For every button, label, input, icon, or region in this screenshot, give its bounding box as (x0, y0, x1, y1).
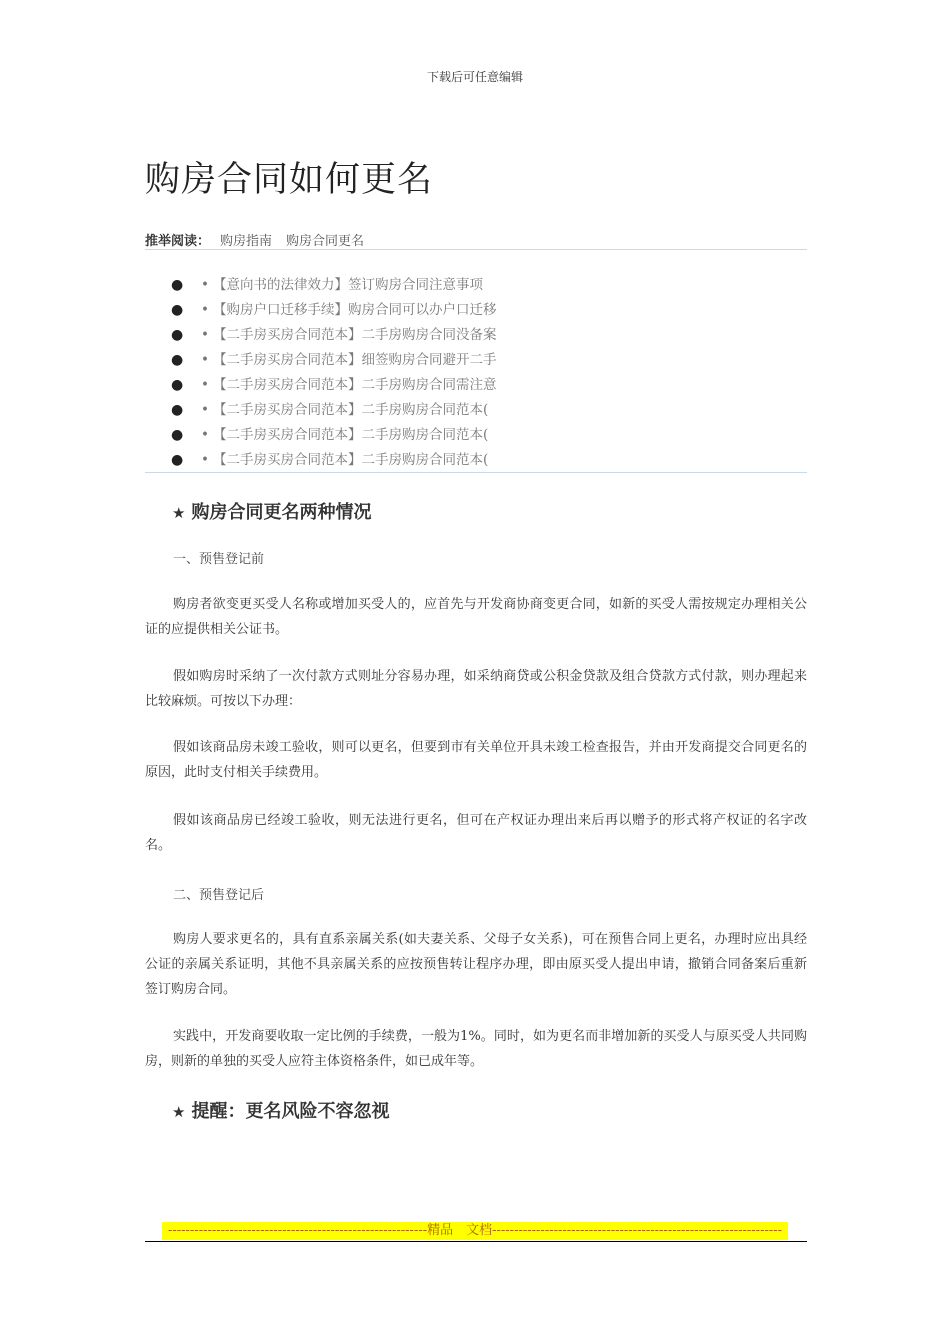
star-icon: ★ (172, 504, 186, 522)
section-heading-reminder (172, 1097, 389, 1123)
list-item[interactable] (145, 400, 807, 425)
related-link[interactable]: 【二手房买房合同范本】二手房购房合同需注意 (212, 377, 497, 393)
bullet-icon: ● (171, 352, 184, 368)
recommended-reading (145, 230, 807, 250)
header-note: 下载后可任意编辑 (426, 70, 523, 84)
paragraph: 假如该商品房已经竣工验收，则无法进行更名，但可在产权证办理出来后再以赠予的形式将产权证的名字改名。 (145, 813, 807, 853)
related-link[interactable]: 【二手房买房合同范本】二手房购房合同范本( (212, 402, 489, 418)
section-heading-text: 提醒：更名风险不容忽视 (191, 1101, 390, 1122)
page-title: 购房合同如何更名 (145, 160, 434, 200)
bullet-icon: ● (171, 302, 184, 318)
bullet-icon: • (201, 377, 209, 393)
footer-banner: -----------------------------------------------------------精品 文档------------------------------------------------------------------ (162, 1222, 788, 1240)
related-link[interactable]: 【二手房买房合同范本】细签购房合同避开二手 (212, 352, 497, 368)
related-link[interactable]: 【二手房买房合同范本】二手房购房合同没备案 (212, 327, 497, 343)
list-item[interactable] (145, 275, 807, 300)
related-links-list (145, 275, 807, 473)
related-link[interactable]: 【二手房买房合同范本】二手房购房合同范本( (212, 452, 489, 468)
bullet-icon: ● (171, 427, 184, 443)
paragraph: 购房人要求更名的，具有直系亲属关系(如夫妻关系、父母子女关系)，可在预售合同上更名，办理时应出具经公证的亲属关系证明，其他不具亲属关系的应按预售转让程序办理，即由原买受人提出申请，撤销合同备案后重新签订购房合同。 (145, 932, 807, 997)
bullet-icon: ● (171, 377, 184, 393)
subheading-before-registration: 一、预售登记前 (173, 552, 265, 567)
bullet-icon: • (201, 352, 209, 368)
footer-divider (145, 1241, 807, 1242)
related-link[interactable]: 【意向书的法律效力】签订购房合同注意事项 (212, 277, 483, 293)
bullet-icon: ● (171, 327, 184, 343)
bullet-icon: • (201, 427, 209, 443)
list-item[interactable] (145, 375, 807, 400)
bullet-icon: ● (171, 277, 184, 293)
list-item[interactable] (145, 350, 807, 375)
paragraph: 实践中，开发商要收取一定比例的手续费，一般为1%。同时，如为更名而非增加新的买受人与原买受人共同购房，则新的单独的买受人应符主体资格条件，如已成年等。 (145, 1029, 807, 1069)
bullet-icon: • (201, 277, 209, 293)
list-item[interactable] (145, 325, 807, 350)
paragraph: 购房者欲变更买受人名称或增加买受人的，应首先与开发商协商变更合同，如新的买受人需按规定办理相关公证的应提供相关公证书。 (145, 597, 807, 637)
recommended-link-rename[interactable]: 购房合同更名 (286, 234, 365, 249)
subheading-after-registration: 二、预售登记后 (173, 888, 265, 903)
related-link[interactable]: 【购房户口迁移手续】购房合同可以办户口迁移 (212, 302, 497, 318)
bullet-icon: • (201, 327, 209, 343)
list-item[interactable] (145, 300, 807, 325)
paragraph: 假如该商品房未竣工验收，则可以更名，但要到市有关单位开具未竣工检查报告，并由开发商提交合同更名的原因，此时支付相关手续费用。 (145, 740, 807, 780)
list-item[interactable] (145, 450, 807, 475)
bullet-icon: ● (171, 402, 184, 418)
recommended-label: 推举阅读： (145, 234, 211, 249)
section-heading-two-cases (172, 498, 371, 524)
section-heading-text: 购房合同更名两种情况 (191, 502, 372, 523)
bullet-icon: • (201, 402, 209, 418)
list-item[interactable] (145, 425, 807, 450)
star-icon: ★ (172, 1103, 186, 1121)
paragraph: 假如购房时采纳了一次付款方式则址分容易办理，如采纳商贷或公积金贷款及组合贷款方式付款，则办理起来比较麻烦。可按以下办理： (145, 669, 807, 709)
bullet-icon: ● (171, 452, 184, 468)
related-link[interactable]: 【二手房买房合同范本】二手房购房合同范本( (212, 427, 489, 443)
recommended-link-guide[interactable]: 购房指南 (220, 234, 273, 249)
bullet-icon: • (201, 452, 209, 468)
bullet-icon: • (201, 302, 209, 318)
